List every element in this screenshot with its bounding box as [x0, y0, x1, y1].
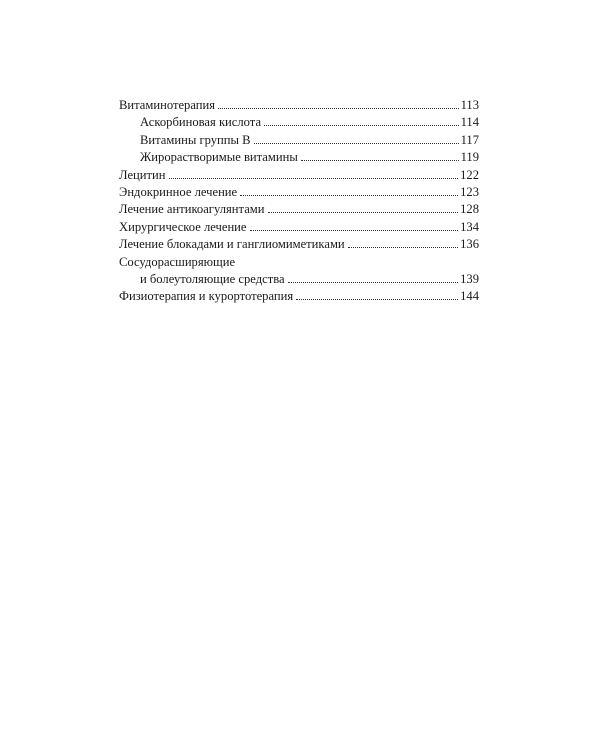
toc-entry-page: 122 [460, 167, 479, 182]
toc-entry-page: 113 [460, 98, 479, 112]
toc-entry-title-continuation: и болеутоляющие средства [140, 272, 285, 287]
toc-entry-page: 139 [460, 272, 479, 287]
toc-subentry [119, 132, 479, 149]
toc-leader-dots [218, 108, 459, 109]
toc-entry-page: 123 [460, 185, 479, 200]
toc-entry-title: Витамины группы В [140, 132, 251, 147]
toc-leader-dots [240, 195, 458, 196]
toc-entry-title: Физиотерапия и курортотерапия [119, 289, 294, 304]
toc-entry-title: Жирорастворимые витамины [140, 150, 298, 165]
toc-entry-page: 119 [460, 150, 479, 165]
toc-entry-continuation [119, 271, 479, 288]
toc-entry-page: 114 [460, 115, 479, 130]
toc-entry-page: 144 [460, 289, 479, 304]
toc-entry-title: Лецитин [119, 167, 166, 182]
toc-subentry [119, 149, 479, 166]
toc-leader-dots [301, 160, 459, 161]
toc-entry-page: 134 [460, 219, 479, 234]
toc-leader-dots [254, 143, 459, 144]
toc-subentry [119, 114, 479, 131]
toc-entry-first-line [119, 254, 479, 271]
toc-entry-page: 136 [460, 237, 479, 252]
toc-entry-title: Лечение блокадами и ганглиомиметиками [119, 237, 345, 252]
toc-entry [119, 184, 479, 201]
toc-entry [119, 167, 479, 184]
toc-entry [119, 219, 479, 236]
toc-entry-title: Лечение антикоагулянтами [119, 202, 265, 217]
toc-entry-title: Эндокринное лечение [119, 185, 238, 200]
toc-leader-dots [296, 299, 458, 300]
toc-leader-dots [348, 247, 458, 248]
toc-entry-page: 117 [460, 132, 479, 147]
toc-entry-title: Сосудорасширяющие [119, 254, 236, 269]
toc-entry-title: Витаминотерапия [119, 98, 216, 112]
toc-leader-dots [250, 230, 459, 231]
toc-entry [119, 236, 479, 253]
toc-leader-dots [264, 125, 459, 126]
toc-entry [119, 288, 479, 305]
toc-leader-dots [268, 212, 459, 213]
table-of-contents [119, 97, 479, 306]
toc-entry [119, 201, 479, 218]
toc-entry-title: Хирургическое лечение [119, 219, 247, 234]
toc-leader-dots [288, 282, 459, 283]
toc-leader-dots [169, 178, 459, 179]
toc-entry [119, 97, 479, 114]
toc-entry-title: Аскорбиновая кислота [140, 115, 262, 130]
toc-entry-page: 128 [460, 202, 479, 217]
